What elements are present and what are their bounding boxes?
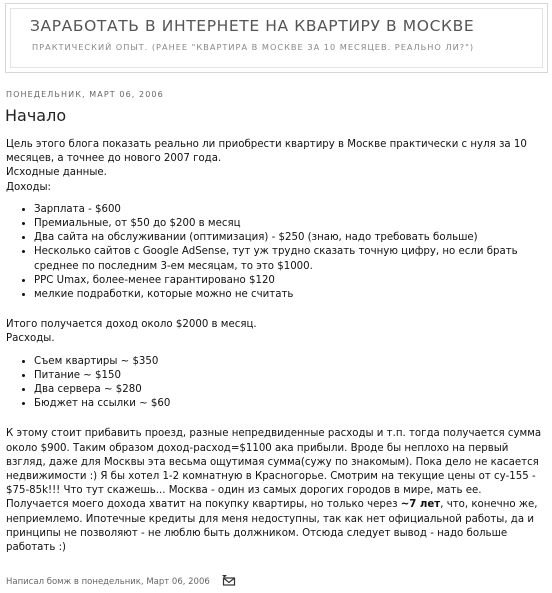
conclusion-text-bold: ~7 лет [400, 499, 441, 511]
expense-item: • Съем квартиры ~ $350 [34, 355, 550, 369]
expense-item: • Два сервера ~ $280 [34, 383, 550, 397]
spacer [6, 419, 550, 427]
intro-line-income-label: Доходы: [6, 181, 51, 193]
blog-title[interactable]: ЗАРАБОТАТЬ В ИНТЕРНЕТЕ НА КВАРТИРУ В МОСКВЕ [30, 17, 475, 35]
income-total: Итого получается доход около $2000 в месяц. [6, 319, 257, 331]
spacer [6, 310, 550, 318]
conclusion-text-end: , что, конечно же, неприемлемо. Ипотечные кредиты для меня недоступны, так как нет официальной работы, да и принципы не позволяют - не люблю быть должником. Отсюда следует вывод - надо больше работать :) [6, 499, 538, 554]
income-item: • Два сайта на обслуживании (оптимизация) - $250 (знаю, надо требовать больше) [34, 231, 550, 245]
blog-description: ПРАКТИЧЕСКИЙ ОПЫТ. (РАНЕЕ "КВАРТИРА В МОСКВЕ ЗА 10 МЕСЯЦЕВ. РЕАЛЬНО ЛИ?") [32, 42, 475, 52]
income-item: • мелкие подработки, которые можно не считать [34, 288, 550, 302]
expense-item: • Бюджет на ссылки ~ $60 [34, 397, 550, 411]
post-title[interactable]: Начало [5, 106, 67, 125]
expense-item: • Питание ~ $150 [34, 369, 550, 383]
expense-list [6, 355, 550, 412]
intro-line-source-data: Исходные данные. [6, 167, 107, 179]
blog-header [5, 3, 548, 73]
income-item: • PPC Umax, более-менее гарантировано $120 [34, 274, 550, 288]
email-post-icon[interactable] [222, 575, 236, 586]
income-item: • Несколько сайтов с Google AdSense, тут уж трудно сказать точную цифру, но если брать среднее по последним 3-ем месяцам, то это $1000. [34, 245, 550, 273]
income-item: • Зарплата - $600 [34, 203, 550, 217]
intro-paragraph: Цель этого блога показать реально ли приобрести квартиру в Москве практически с нуля за 10 месяцев, а точнее до нового 2007 года. [6, 139, 527, 165]
post-date: ПОНЕДЕЛЬНИК, МАРТ 06, 2006 [6, 90, 164, 99]
income-list [6, 203, 550, 302]
post-body [6, 138, 550, 555]
expenses-label: Расходы. [6, 333, 55, 345]
conclusion-paragraph: К этому стоит прибавить проезд, разные непредвиденные расходы и т.п. тогда получается сумма около $900. Таким образом доход-расход=$1100 ака прибыли. Вроде бы неплохо на первый взгляд, даже для Москвы эта весьма ощутимая сумма(сужу по знакомым). Пока дело не касается недвижимости :) Я бы хотел 1-2 комнатную в Красногорье. Смотрим на текущие цены от су-155 - $75-85k!!! Что тут скажешь... Москва - один из самых дорогих городов в мире, мать ее. [6, 428, 542, 497]
post-footer: Написал бомж в понедельник, Март 06, 2006 [6, 577, 210, 587]
conclusion-paragraph-final [6, 498, 550, 555]
income-item: • Премиальные, от $50 до $200 в месяц [34, 217, 550, 231]
conclusion-text-start: Получается моего дохода хватит на покупку квартиры, но только через [6, 499, 401, 511]
